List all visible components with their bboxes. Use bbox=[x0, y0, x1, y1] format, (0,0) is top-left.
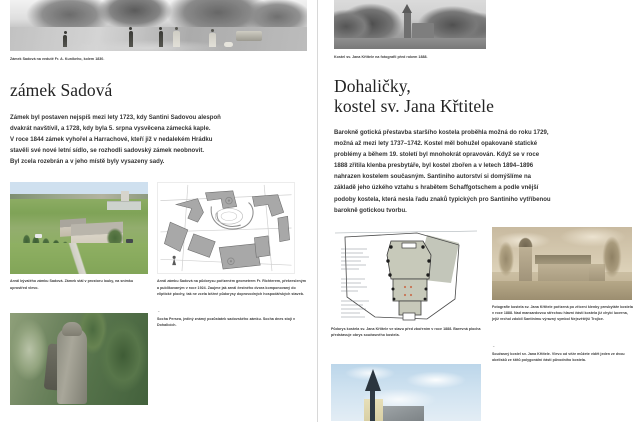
figure-church-plan bbox=[331, 227, 481, 421]
ground-road-shape bbox=[492, 281, 632, 300]
body-line: dvakrát navštívil, a 1728, kdy byla 5. srpna vysvěcena zámecká kaple. bbox=[10, 125, 211, 132]
body-line: V roce 1844 zámek vyhořel a Harrachové, kteří již v nedalekém Hrádku bbox=[10, 137, 213, 144]
right-page bbox=[317, 0, 633, 422]
page-title-right bbox=[334, 76, 624, 117]
tree-left-shape bbox=[496, 237, 516, 281]
body-line: problémy a během 19. století byl mnohokrát opravován. Když se v roce bbox=[334, 152, 540, 159]
hero-caption-left: Zámek Sadová na vedutě Fr. A. Kunikeho, kolem 1830. bbox=[10, 57, 105, 61]
body-line: základě jeho úzkého vztahu s hrabětem Schaffgotschem a podle vnější bbox=[334, 185, 539, 192]
caption-historic-photo: Fotografie kostela sv. Jana Křtitele pořízená po zřícení klenby presbytáře kostela v roce 1888. Nad mansardovou střechou hlavní části kostela jiż chybí lucerna, jejíž vrchol zdobil Santinimu výrazný symbol Nejsvětější Trojice. bbox=[492, 304, 633, 322]
barn-shape bbox=[107, 201, 141, 210]
figure-row-left bbox=[10, 182, 307, 404]
church-ground-plan bbox=[331, 227, 481, 322]
road-shape bbox=[10, 243, 148, 274]
body-text-left bbox=[10, 113, 307, 169]
leader-arrow-modern: ← bbox=[492, 344, 496, 349]
body-line: Byl zcela rozebrán a v jeho místě byly vysazeny sady. bbox=[10, 159, 165, 166]
body-line: možná až mezi lety 1737–1742. Kostel měl bohužel opakovaně statické bbox=[334, 140, 538, 147]
church-roof-shape bbox=[382, 406, 424, 421]
body-line: Zámek byl postaven nejspíš mezi lety 1723, kdy Santini Sadovou alespoň bbox=[10, 114, 221, 121]
leader-arrow-statue: ← bbox=[157, 308, 161, 313]
figure-person-5 bbox=[63, 35, 67, 47]
title-line-1: Dohaličky, bbox=[334, 76, 411, 97]
ground-shape bbox=[334, 38, 486, 49]
car-shape-2 bbox=[126, 239, 133, 243]
site-plan-drawing bbox=[157, 182, 295, 274]
church-plan-svg bbox=[331, 227, 481, 322]
cart-shape bbox=[236, 31, 262, 41]
hero-image-vedute bbox=[10, 0, 307, 51]
bell-tower-shape bbox=[519, 247, 532, 281]
body-line: barokně gotickou tvorbu. bbox=[334, 207, 407, 214]
body-text-right bbox=[334, 128, 624, 217]
figure-person-1 bbox=[129, 31, 133, 47]
hero-caption-right: Kostel sv. Jana Křtitele na fotografii před rokem 1888. bbox=[334, 55, 428, 59]
body-line: nahrazen kostelem současným. Santiniho autorství si domýšlíme na bbox=[334, 174, 532, 181]
nave-shape bbox=[412, 23, 434, 39]
hero-image-church bbox=[334, 0, 486, 49]
site-plan-svg bbox=[158, 183, 294, 273]
body-line: Barokně gotická přestavba staršího kostela proběhla možná do roku 1729, bbox=[334, 129, 549, 136]
dog-shape bbox=[224, 42, 233, 47]
caption-aerial: Areál bývalého zámku Sadová. Zámek stál v prostoru louky, na snímku uprostřed vlevo. bbox=[10, 279, 134, 290]
modern-church-photo bbox=[331, 364, 481, 421]
statue-helmet-shape bbox=[62, 322, 82, 336]
caption-statue: Socha Persea, jediný známý pozůstatek sadovského zámku. Socha dnes stojí v Dohalicích. bbox=[157, 316, 296, 328]
caption-site-plan: Areál zámku Sadová na půdorysu pořízeném geometrem Fr. Richterem, překresleným a publikovaným v roce 1924. Zaujme jak areál čestného dvora komponovaný do eliptické plochy, tak ne zcela běžné půdorysy doprovodných hospodářských staveb. bbox=[157, 279, 307, 296]
historic-church-photo bbox=[492, 227, 632, 300]
figure-site-plan bbox=[157, 182, 307, 404]
figure-person-3 bbox=[173, 31, 180, 47]
historic-church-hero bbox=[334, 0, 486, 49]
statue-photo bbox=[10, 313, 148, 405]
caption-church-plan: Půdorys kostela sv. Jana Křtitele ve stavu před zbořením v roce 1888. Barevná plocha představuje obrys současného kostela. bbox=[331, 326, 481, 337]
figure-row-right bbox=[331, 227, 633, 421]
body-line: podoby kostela, která nesla řadu znaků typických pro Santiniho vytříbenou bbox=[334, 196, 551, 203]
figure-person-2 bbox=[159, 31, 163, 47]
tree-right-shape bbox=[600, 231, 624, 283]
statue-body-shape bbox=[57, 328, 87, 404]
title-line-2: kostel sv. Jana Křtitele bbox=[334, 96, 494, 117]
body-line: 1888 zřítila klenba presbytáře, byl kostel zbořen a v letech 1894–1896 bbox=[334, 163, 534, 170]
figure-historic-photo bbox=[492, 227, 633, 421]
car-shape-1 bbox=[35, 234, 42, 238]
caption-modern-photo: Současný kostel sv. Jana Křtitele. Vlevo od věže můžete vidět jeden ze dvou obelisků ze štítů polygonální části původního kostela. bbox=[492, 352, 625, 363]
page-title-left: zámek Sadová bbox=[10, 80, 113, 101]
aerial-photo bbox=[10, 182, 148, 274]
figure-aerial bbox=[10, 182, 148, 404]
figure-person-4 bbox=[209, 33, 216, 47]
tower-shape bbox=[404, 13, 411, 39]
mansard-roof-shape bbox=[535, 255, 591, 264]
church-spire-shape bbox=[370, 391, 375, 421]
body-line: stavěli své nové letní sídlo, se rozhodli sadovský zámek neobnovit. bbox=[10, 148, 205, 155]
